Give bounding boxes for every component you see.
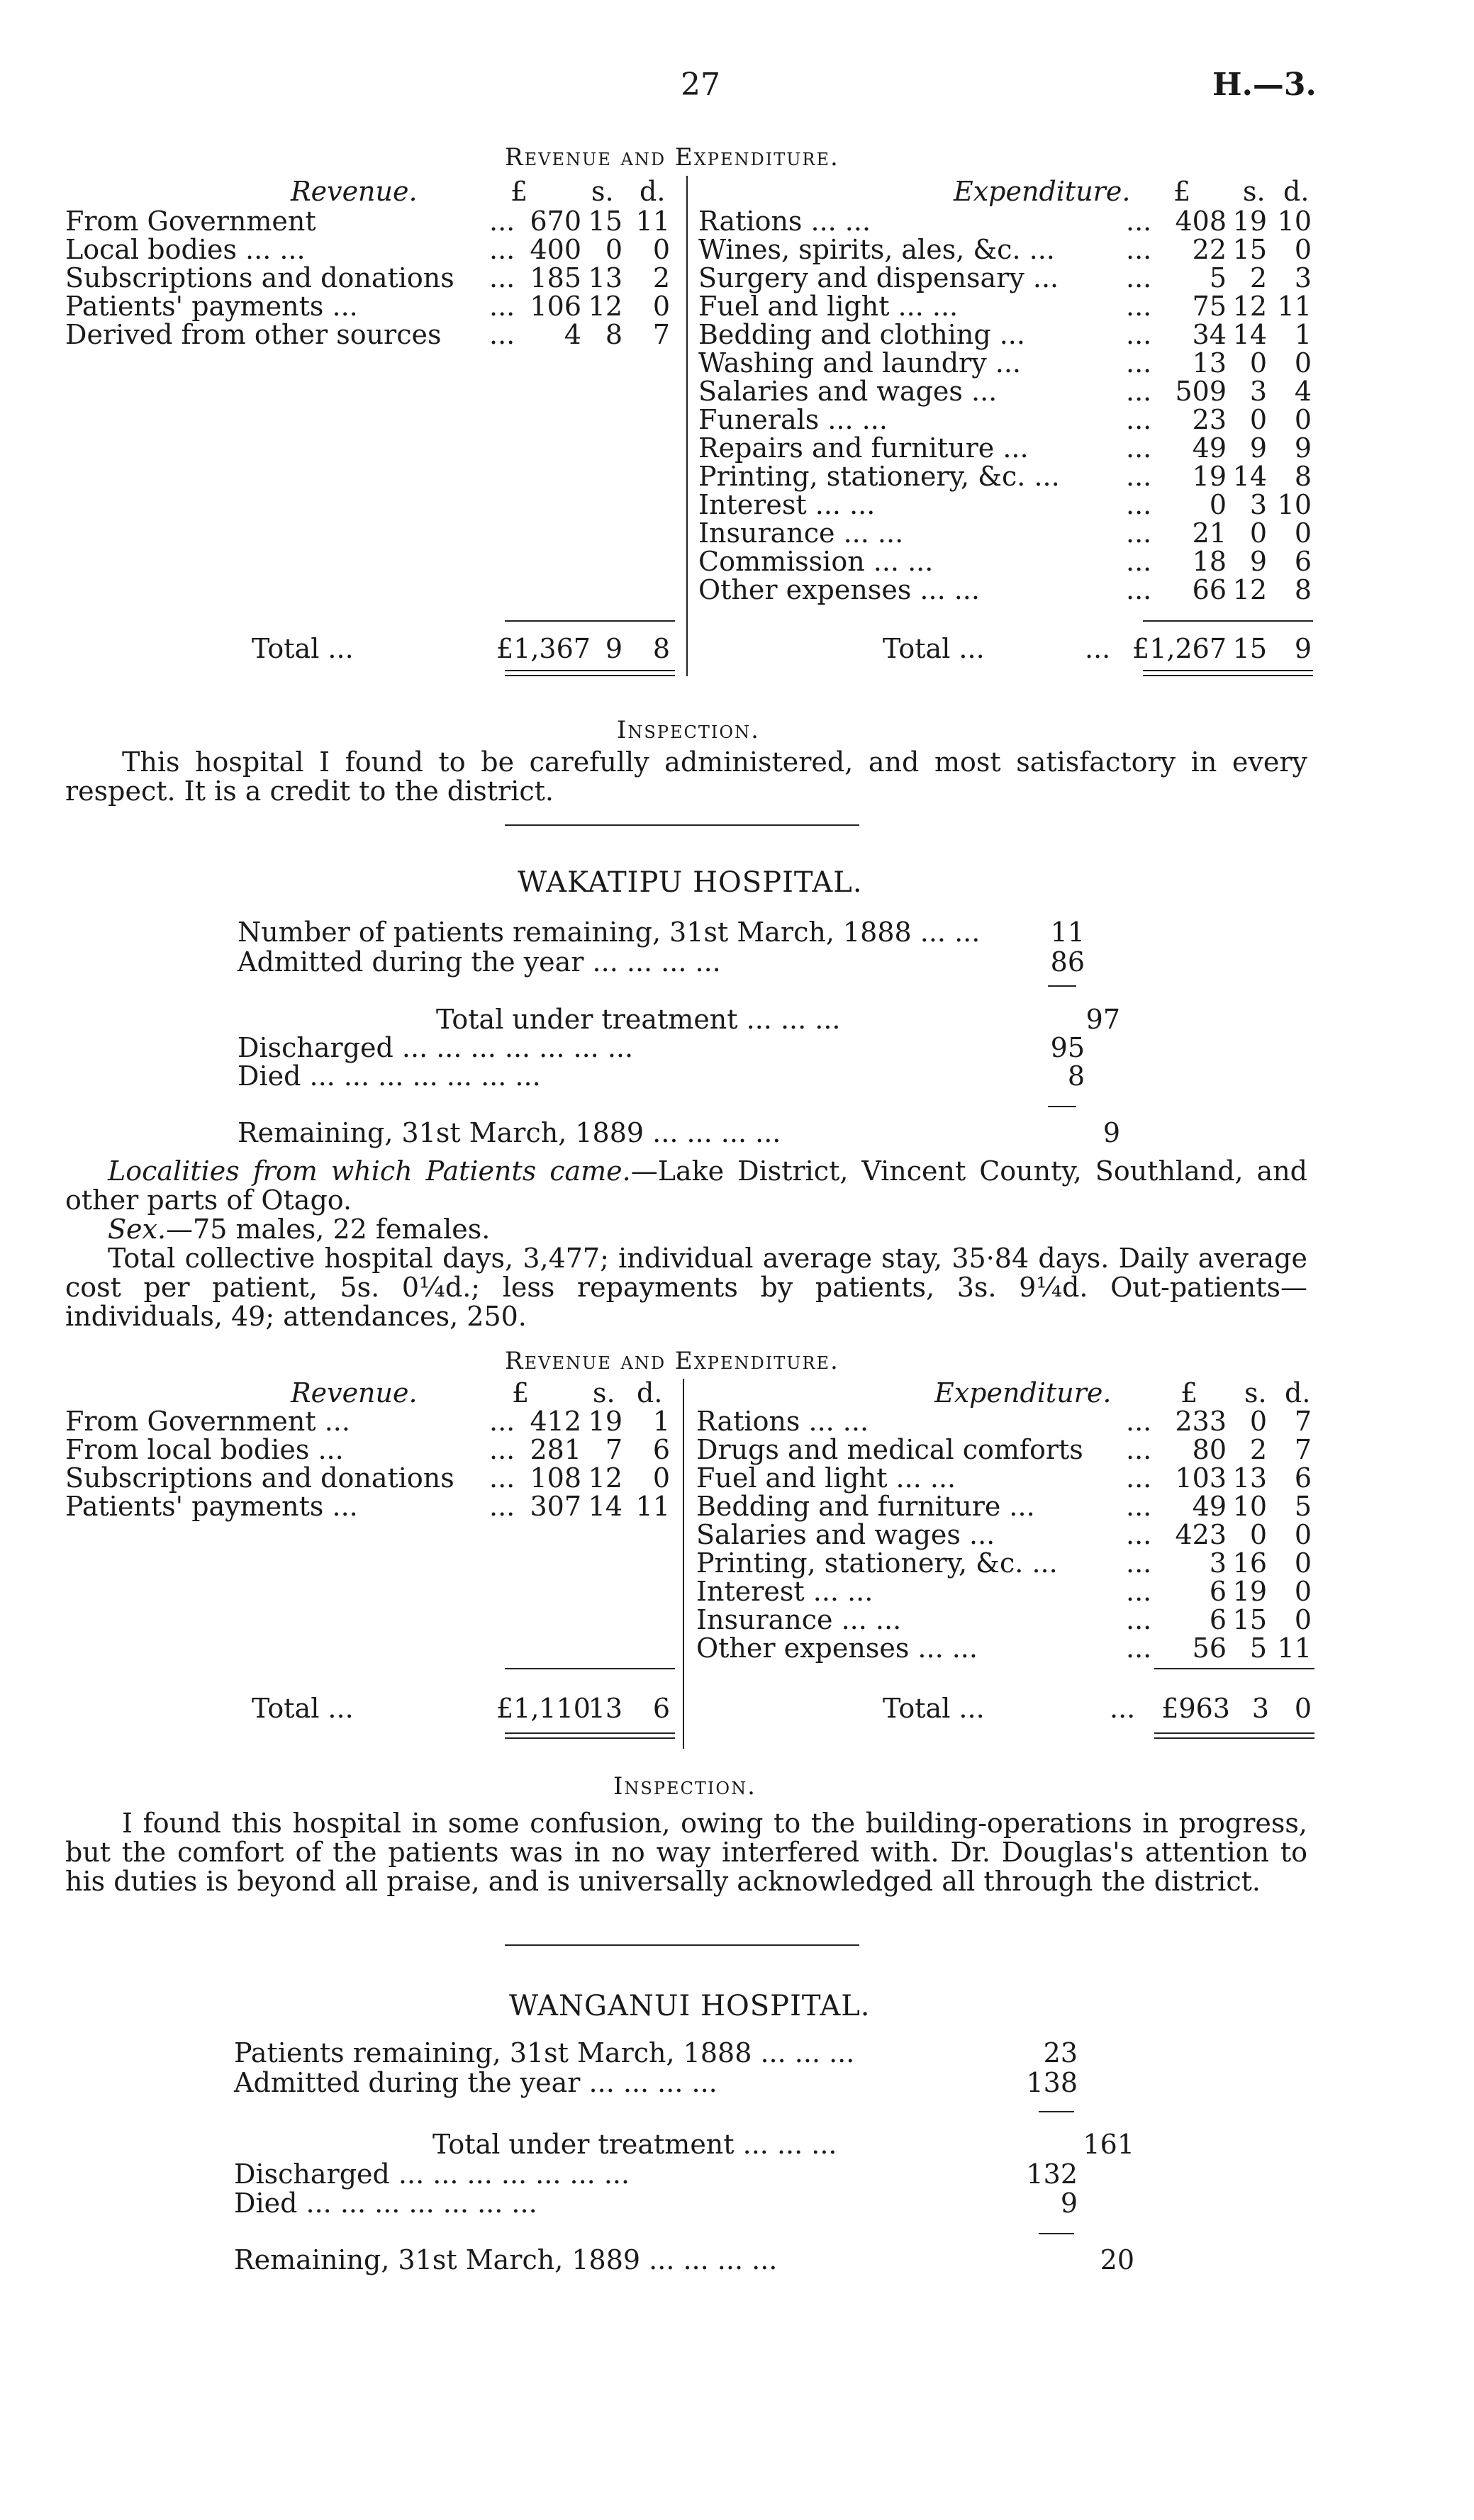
wakatipu-revenue-row-shillings: 12 bbox=[588, 1462, 622, 1494]
wakatipu-revenue-row-pounds: 108 bbox=[530, 1462, 581, 1494]
wakatipu-expenditure-row-shillings: 15 bbox=[1232, 1604, 1267, 1635]
expenditure-row-pounds: 19 bbox=[1192, 461, 1227, 492]
revenue-row-label: From Government bbox=[65, 206, 316, 237]
wakatipu-expenditure-total-dots: ... bbox=[1110, 1693, 1136, 1724]
wakatipu-died-value: 8 bbox=[1067, 1060, 1085, 1092]
wakatipu-expenditure-row-shillings: 10 bbox=[1232, 1491, 1267, 1522]
wakatipu-expenditure-row-label: Interest ... ... bbox=[696, 1576, 873, 1607]
expenditure-row-dots: ... bbox=[1126, 546, 1152, 577]
wakatipu-revenue-row-label: From Government ... bbox=[65, 1406, 350, 1437]
expenditure-row-dots: ... bbox=[1126, 234, 1152, 265]
revenue-total-shillings: 9 bbox=[605, 633, 622, 664]
expenditure-row-shillings: 14 bbox=[1232, 319, 1267, 350]
expenditure-row-label: Bedding and clothing ... bbox=[698, 319, 1025, 350]
revenue-row-dots: ... bbox=[489, 291, 515, 322]
expenditure-row-pounds: 34 bbox=[1192, 319, 1227, 350]
wakatipu-stat-remaining-1888: Number of patients remaining, 31st March, 1888 ... ... bbox=[238, 917, 981, 948]
expenditure-row-pence: 0 bbox=[1294, 404, 1312, 435]
exp-currency-header-pence: d. bbox=[1283, 176, 1310, 207]
expenditure-row-shillings: 0 bbox=[1249, 347, 1267, 379]
expenditure-row-dots: ... bbox=[1126, 432, 1152, 464]
revenue-row-pence: 0 bbox=[652, 291, 670, 322]
expenditure-row-dots: ... bbox=[1126, 461, 1152, 492]
expenditure-row-pence: 0 bbox=[1294, 234, 1312, 265]
wanganui-stat-remaining-1888: Patients remaining, 31st March, 1888 ... ... ... bbox=[234, 2037, 855, 2068]
revenue-total-pounds: £1,367 bbox=[496, 633, 591, 664]
revenue-row-pounds: 400 bbox=[530, 234, 581, 265]
expenditure-row-pence: 0 bbox=[1294, 517, 1312, 549]
revenue-row-pounds: 185 bbox=[530, 262, 581, 293]
wakatipu-died-label: Died ... ... ... ... ... ... ... bbox=[238, 1060, 541, 1092]
wanganui-stat-remaining-1888-value: 23 bbox=[1043, 2037, 1078, 2068]
wakatipu-exp-currency-header-shilling: s. bbox=[1244, 1377, 1267, 1409]
wakatipu-expenditure-row-label: Fuel and light ... ... bbox=[696, 1462, 956, 1494]
wakatipu-revenue-total-pounds: £1,110 bbox=[496, 1693, 591, 1724]
wakatipu-expenditure-row-pounds: 80 bbox=[1192, 1434, 1227, 1465]
revenue-row-dots: ... bbox=[489, 319, 515, 350]
revenue-total-pence: 8 bbox=[652, 633, 670, 664]
wakatipu-sex bbox=[65, 1215, 1307, 1244]
currency-header-pence: d. bbox=[640, 176, 666, 207]
wakatipu-expenditure-row-pence: 0 bbox=[1294, 1547, 1312, 1579]
wakatipu-revenue-row-dots: ... bbox=[489, 1406, 515, 1437]
wakatipu-expenditure-row-dots: ... bbox=[1126, 1576, 1152, 1607]
expenditure-row-dots: ... bbox=[1126, 517, 1152, 549]
wakatipu-expenditure-row-pounds: 56 bbox=[1192, 1633, 1227, 1664]
expenditure-row-label: Insurance ... ... bbox=[698, 517, 904, 549]
wakatipu-expenditure-row-label: Bedding and furniture ... bbox=[696, 1491, 1035, 1522]
expenditure-row-pounds: 408 bbox=[1175, 206, 1227, 237]
wakatipu-localities bbox=[65, 1157, 1307, 1215]
revenue-row-label: Patients' payments ... bbox=[65, 291, 358, 322]
inspection-heading: Inspection. bbox=[617, 716, 760, 744]
wakatipu-revenue-row-label: Patients' payments ... bbox=[65, 1491, 358, 1522]
revenue-row-pounds: 106 bbox=[530, 291, 581, 322]
revenue-row-label: Derived from other sources bbox=[65, 319, 442, 350]
wakatipu-expenditure-row-pence: 7 bbox=[1294, 1434, 1312, 1465]
expenditure-row-pence: 4 bbox=[1294, 376, 1312, 407]
wakatipu-exp-currency-header-pound: £ bbox=[1180, 1377, 1198, 1409]
expenditure-row-label: Washing and laundry ... bbox=[698, 347, 1021, 379]
expenditure-row-label: Interest ... ... bbox=[698, 489, 876, 520]
wakatipu-expenditure-row-pence: 0 bbox=[1294, 1604, 1312, 1635]
wanganui-title: WANGANUI HOSPITAL. bbox=[509, 1990, 871, 2022]
expenditure-row-shillings: 0 bbox=[1249, 404, 1267, 435]
wakatipu-revenue-total-label: Total ... bbox=[252, 1693, 354, 1724]
wakatipu-expenditure-row-dots: ... bbox=[1126, 1462, 1152, 1494]
revenue-row-pence: 0 bbox=[652, 234, 670, 265]
wakatipu-expenditure-total-pence: 0 bbox=[1294, 1693, 1312, 1724]
revenue-row-shillings: 12 bbox=[588, 291, 622, 322]
localities-text: —Lake District, Vincent County, Southland, and other parts of Otago. bbox=[65, 1155, 1307, 1216]
wakatipu-expenditure-row-pounds: 233 bbox=[1175, 1406, 1227, 1437]
wakatipu-stat-admitted: Admitted during the year ... ... ... ... bbox=[238, 946, 721, 978]
wakatipu-expenditure-row-dots: ... bbox=[1126, 1519, 1152, 1550]
expenditure-row-pounds: 509 bbox=[1175, 376, 1227, 407]
wakatipu-revenue-total-shillings: 13 bbox=[588, 1693, 622, 1724]
expenditure-row-shillings: 19 bbox=[1232, 206, 1267, 237]
expenditure-row-label: Salaries and wages ... bbox=[698, 376, 998, 407]
revenue-row-pounds: 670 bbox=[530, 206, 581, 237]
wakatipu-remaining-label: Remaining, 31st March, 1889 ... ... ... ... bbox=[238, 1117, 781, 1148]
wanganui-stat-admitted-value: 138 bbox=[1026, 2067, 1078, 2098]
revenue-row-dots: ... bbox=[489, 206, 515, 237]
wakatipu-total-under-treatment: 97 bbox=[1085, 1004, 1120, 1035]
wakatipu-revenue-row-shillings: 7 bbox=[605, 1434, 622, 1465]
wakatipu-expenditure-row-shillings: 16 bbox=[1232, 1547, 1267, 1579]
expenditure-row-label: Rations ... ... bbox=[698, 206, 871, 237]
wakatipu-rev-exp-heading: Revenue and Expenditure. bbox=[505, 1347, 839, 1375]
expenditure-row-pounds: 75 bbox=[1192, 291, 1227, 322]
revenue-row-shillings: 0 bbox=[605, 234, 622, 265]
wakatipu-revenue-row-pounds: 281 bbox=[530, 1434, 581, 1465]
wakatipu-expenditure-row-pounds: 49 bbox=[1192, 1491, 1227, 1522]
wakatipu-expenditure-row-pence: 0 bbox=[1294, 1576, 1312, 1607]
wakatipu-total-under-treatment-label: Total under treatment ... ... ... bbox=[436, 1004, 841, 1035]
inspection-text: This hospital I found to be carefully administered, and most satisfactory in every respect. It is a credit to the district. bbox=[65, 746, 1307, 807]
expenditure-row-dots: ... bbox=[1126, 319, 1152, 350]
wakatipu-revenue-row-pounds: 412 bbox=[530, 1406, 581, 1437]
expenditure-row-dots: ... bbox=[1126, 262, 1152, 293]
revenue-total-label: Total ... bbox=[252, 633, 354, 664]
expenditure-total-pounds: £1,267 bbox=[1132, 633, 1227, 664]
expenditure-row-shillings: 0 bbox=[1249, 517, 1267, 549]
wakatipu-expenditure-row-label: Salaries and wages ... bbox=[696, 1519, 995, 1550]
page-ref: H.—3. bbox=[1212, 67, 1317, 103]
wakatipu-expenditure-total-shillings: 3 bbox=[1251, 1693, 1269, 1724]
wanganui-remaining-label: Remaining, 31st March, 1889 ... ... ... ... bbox=[234, 2244, 778, 2275]
wakatipu-expenditure-row-pence: 5 bbox=[1294, 1491, 1312, 1522]
expenditure-row-pence: 10 bbox=[1277, 489, 1312, 520]
wanganui-died-value: 9 bbox=[1060, 2188, 1078, 2219]
wakatipu-revenue-row-dots: ... bbox=[489, 1491, 515, 1522]
wakatipu-stat-admitted-value: 86 bbox=[1050, 946, 1085, 978]
wakatipu-expenditure-total-pounds: £963 bbox=[1161, 1693, 1230, 1724]
expenditure-row-label: Wines, spirits, ales, &c. ... bbox=[698, 234, 1055, 265]
revenue-row-shillings: 8 bbox=[605, 319, 622, 350]
expenditure-row-shillings: 15 bbox=[1232, 234, 1267, 265]
wakatipu-revenue-row-label: Subscriptions and donations bbox=[65, 1462, 454, 1494]
expenditure-title: Expenditure. bbox=[954, 176, 1131, 207]
revenue-row-label: Subscriptions and donations bbox=[65, 262, 454, 293]
expenditure-row-pence: 6 bbox=[1294, 546, 1312, 577]
wakatipu-inspection-text: I found this hospital in some confusion, owing to the building-operations in progress, but the comfort of the patients was in no way interfered with. Dr. Douglas's attention to his duties is beyond all praise, and is universally acknowledged all through the district. bbox=[65, 1808, 1307, 1897]
wakatipu-expenditure-total-label: Total ... bbox=[883, 1693, 985, 1724]
wakatipu-revenue-row-shillings: 19 bbox=[588, 1406, 622, 1437]
wakatipu-revenue-row-pounds: 307 bbox=[530, 1491, 581, 1522]
wakatipu-revenue-total-pence: 6 bbox=[652, 1693, 670, 1724]
wakatipu-expenditure-row-shillings: 13 bbox=[1232, 1462, 1267, 1494]
expenditure-row-shillings: 14 bbox=[1232, 461, 1267, 492]
wakatipu-revenue-row-pence: 0 bbox=[652, 1462, 670, 1494]
expenditure-row-pence: 8 bbox=[1294, 574, 1312, 605]
wakatipu-expenditure-row-dots: ... bbox=[1126, 1547, 1152, 1579]
wanganui-discharged-value: 132 bbox=[1026, 2158, 1078, 2190]
currency-header-shilling: s. bbox=[591, 176, 614, 207]
expenditure-row-dots: ... bbox=[1126, 206, 1152, 237]
expenditure-row-pounds: 66 bbox=[1192, 574, 1227, 605]
expenditure-row-dots: ... bbox=[1126, 404, 1152, 435]
expenditure-row-pence: 0 bbox=[1294, 347, 1312, 379]
expenditure-row-pounds: 0 bbox=[1209, 489, 1227, 520]
expenditure-row-shillings: 12 bbox=[1232, 291, 1267, 322]
wakatipu-expenditure-row-pounds: 103 bbox=[1175, 1462, 1227, 1494]
expenditure-total-dots: ... bbox=[1085, 633, 1111, 664]
wakatipu-exp-currency-header-pence: d. bbox=[1285, 1377, 1311, 1409]
wakatipu-expenditure-row-label: Other expenses ... ... bbox=[696, 1633, 978, 1664]
wakatipu-revenue-title: Revenue. bbox=[291, 1377, 418, 1409]
sex-text: —75 males, 22 females. bbox=[166, 1214, 491, 1245]
wakatipu-expenditure-row-dots: ... bbox=[1126, 1633, 1152, 1664]
wakatipu-expenditure-row-dots: ... bbox=[1126, 1491, 1152, 1522]
expenditure-row-pence: 11 bbox=[1277, 291, 1312, 322]
revenue-row-pence: 11 bbox=[635, 206, 670, 237]
wakatipu-expenditure-row-pence: 7 bbox=[1294, 1406, 1312, 1437]
expenditure-row-pounds: 18 bbox=[1192, 546, 1227, 577]
expenditure-row-shillings: 9 bbox=[1249, 546, 1267, 577]
wakatipu-discharged-value: 95 bbox=[1050, 1032, 1085, 1063]
wakatipu-remaining-value: 9 bbox=[1102, 1117, 1120, 1148]
wakatipu-revenue-row-pence: 1 bbox=[652, 1406, 670, 1437]
revenue-row-shillings: 13 bbox=[588, 262, 622, 293]
wakatipu-expenditure-row-pence: 6 bbox=[1294, 1462, 1312, 1494]
wanganui-remaining-value: 20 bbox=[1100, 2244, 1134, 2275]
expenditure-row-pence: 1 bbox=[1294, 319, 1312, 350]
expenditure-row-dots: ... bbox=[1126, 347, 1152, 379]
expenditure-row-shillings: 9 bbox=[1249, 432, 1267, 464]
currency-header-pound: £ bbox=[510, 176, 528, 207]
revenue-title: Revenue. bbox=[291, 176, 418, 207]
wakatipu-expenditure-row-pence: 0 bbox=[1294, 1519, 1312, 1550]
expenditure-row-label: Repairs and furniture ... bbox=[698, 432, 1029, 464]
expenditure-row-label: Surgery and dispensary ... bbox=[698, 262, 1059, 293]
page-number: 27 bbox=[681, 67, 720, 103]
wakatipu-currency-header-pound: £ bbox=[512, 1377, 530, 1409]
wakatipu-expenditure-row-dots: ... bbox=[1126, 1406, 1152, 1437]
wakatipu-revenue-row-dots: ... bbox=[489, 1434, 515, 1465]
expenditure-row-pence: 8 bbox=[1294, 461, 1312, 492]
wakatipu-days-text: Total collective hospital days, 3,477; individual average stay, 35·84 days. Daily average cost per patient, 5s. 0¼d.; less repayments by patients, 3s. 9¼d. Out-patients—individuals, 49; attendances, 250. bbox=[65, 1243, 1307, 1332]
revenue-row-pence: 2 bbox=[652, 262, 670, 293]
wakatipu-expenditure-row-label: Rations ... ... bbox=[696, 1406, 869, 1437]
expenditure-total-label: Total ... bbox=[883, 633, 985, 664]
wanganui-total-under-treatment-label: Total under treatment ... ... ... bbox=[432, 2129, 837, 2160]
expenditure-row-shillings: 3 bbox=[1249, 489, 1267, 520]
revenue-row-pence: 7 bbox=[652, 319, 670, 350]
exp-currency-header-pound: £ bbox=[1173, 176, 1191, 207]
revenue-row-pounds: 4 bbox=[564, 319, 581, 350]
wakatipu-expenditure-row-label: Drugs and medical comforts bbox=[696, 1434, 1083, 1465]
expenditure-row-shillings: 2 bbox=[1249, 262, 1267, 293]
wakatipu-revenue-row-label: From local bodies ... bbox=[65, 1434, 344, 1465]
wanganui-stat-admitted: Admitted during the year ... ... ... ... bbox=[234, 2067, 718, 2098]
wakatipu-expenditure-row-shillings: 0 bbox=[1249, 1519, 1267, 1550]
wakatipu-expenditure-row-label: Insurance ... ... bbox=[696, 1604, 902, 1635]
revenue-row-label: Local bodies ... ... bbox=[65, 234, 306, 265]
wakatipu-currency-header-pence: d. bbox=[637, 1377, 663, 1409]
expenditure-row-dots: ... bbox=[1126, 489, 1152, 520]
wakatipu-expenditure-row-shillings: 5 bbox=[1249, 1633, 1267, 1664]
expenditure-row-label: Printing, stationery, &c. ... bbox=[698, 461, 1060, 492]
expenditure-row-pence: 9 bbox=[1294, 432, 1312, 464]
wakatipu-expenditure-row-pounds: 6 bbox=[1209, 1576, 1227, 1607]
wakatipu-expenditure-row-shillings: 19 bbox=[1232, 1576, 1267, 1607]
expenditure-row-pounds: 22 bbox=[1192, 234, 1227, 265]
wakatipu-revenue-row-dots: ... bbox=[489, 1462, 515, 1494]
sex-label: Sex. bbox=[108, 1214, 167, 1245]
expenditure-row-label: Funerals ... ... bbox=[698, 404, 888, 435]
wakatipu-expenditure-row-pence: 11 bbox=[1277, 1633, 1312, 1664]
wakatipu-expenditure-row-shillings: 2 bbox=[1249, 1434, 1267, 1465]
expenditure-row-pounds: 49 bbox=[1192, 432, 1227, 464]
wakatipu-discharged-label: Discharged ... ... ... ... ... ... ... bbox=[238, 1032, 634, 1063]
wakatipu-expenditure-row-dots: ... bbox=[1126, 1434, 1152, 1465]
localities-label: Localities from which Patients came. bbox=[108, 1155, 631, 1187]
expenditure-row-dots: ... bbox=[1126, 574, 1152, 605]
revenue-row-dots: ... bbox=[489, 234, 515, 265]
wakatipu-stat-remaining-1888-value: 11 bbox=[1050, 917, 1085, 948]
wakatipu-expenditure-row-pounds: 423 bbox=[1175, 1519, 1227, 1550]
expenditure-row-shillings: 3 bbox=[1249, 376, 1267, 407]
expenditure-total-pence: 9 bbox=[1294, 633, 1312, 664]
wakatipu-expenditure-row-label: Printing, stationery, &c. ... bbox=[696, 1547, 1058, 1579]
expenditure-row-pounds: 5 bbox=[1209, 262, 1227, 293]
expenditure-row-pence: 3 bbox=[1294, 262, 1312, 293]
expenditure-row-label: Commission ... ... bbox=[698, 546, 934, 577]
wanganui-discharged-label: Discharged ... ... ... ... ... ... ... bbox=[234, 2158, 630, 2190]
wakatipu-revenue-row-shillings: 14 bbox=[588, 1491, 622, 1522]
wakatipu-title: WAKATIPU HOSPITAL. bbox=[518, 866, 863, 899]
expenditure-row-dots: ... bbox=[1126, 376, 1152, 407]
wanganui-total-under-treatment: 161 bbox=[1083, 2129, 1134, 2160]
expenditure-row-pounds: 13 bbox=[1192, 347, 1227, 379]
wakatipu-expenditure-row-pounds: 3 bbox=[1209, 1547, 1227, 1579]
expenditure-row-pounds: 21 bbox=[1192, 517, 1227, 549]
expenditure-total-shillings: 15 bbox=[1232, 633, 1267, 664]
exp-currency-header-shilling: s. bbox=[1243, 176, 1266, 207]
expenditure-row-label: Fuel and light ... ... bbox=[698, 291, 959, 322]
wakatipu-expenditure-row-dots: ... bbox=[1126, 1604, 1152, 1635]
wakatipu-expenditure-row-shillings: 0 bbox=[1249, 1406, 1267, 1437]
wakatipu-expenditure-row-pounds: 6 bbox=[1209, 1604, 1227, 1635]
expenditure-row-pence: 10 bbox=[1277, 206, 1312, 237]
expenditure-row-shillings: 12 bbox=[1232, 574, 1267, 605]
wakatipu-expenditure-title: Expenditure. bbox=[934, 1377, 1112, 1409]
revenue-row-shillings: 15 bbox=[588, 206, 622, 237]
expenditure-row-pounds: 23 bbox=[1192, 404, 1227, 435]
wanganui-died-label: Died ... ... ... ... ... ... ... bbox=[234, 2188, 537, 2219]
wakatipu-currency-header-shilling: s. bbox=[593, 1377, 615, 1409]
rev-exp-heading: Revenue and Expenditure. bbox=[505, 143, 839, 172]
expenditure-row-dots: ... bbox=[1126, 291, 1152, 322]
expenditure-row-label: Other expenses ... ... bbox=[698, 574, 980, 605]
wakatipu-revenue-row-pence: 11 bbox=[635, 1491, 670, 1522]
wakatipu-revenue-row-pence: 6 bbox=[652, 1434, 670, 1465]
revenue-row-dots: ... bbox=[489, 262, 515, 293]
wakatipu-inspection-heading: Inspection. bbox=[613, 1772, 756, 1801]
